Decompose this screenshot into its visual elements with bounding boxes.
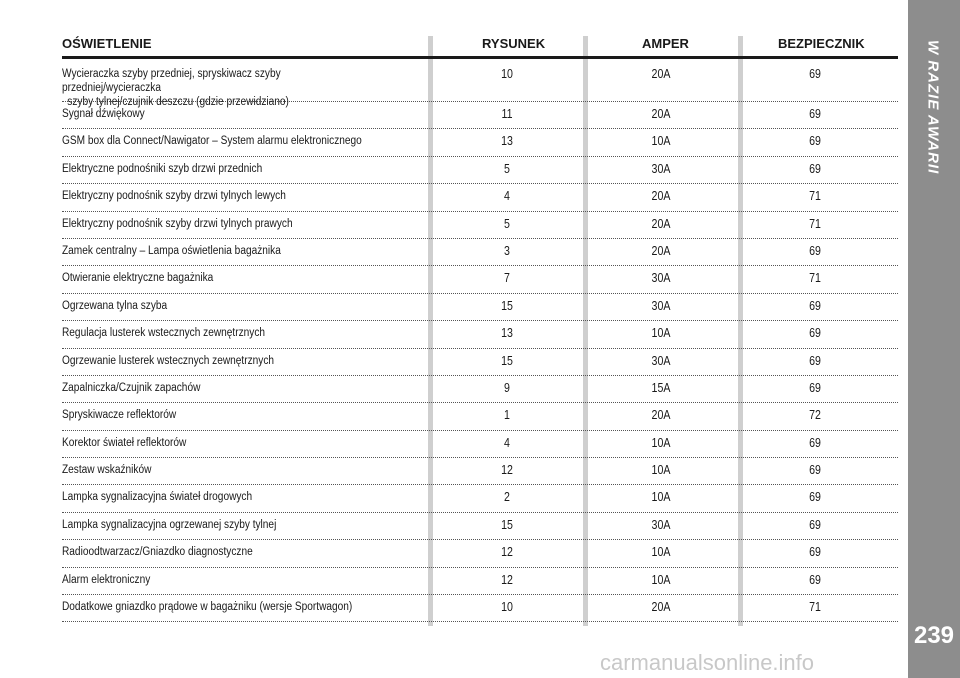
row-description (62, 463, 379, 477)
table-row (62, 568, 898, 595)
row-bezpiecznik: 69 (809, 463, 821, 478)
row-description-line: Zestaw wskaźników (62, 464, 152, 477)
row-description-line: Korektor świateł reflektorów (62, 436, 187, 449)
row-description-line: Alarm elektroniczny (62, 573, 151, 586)
row-description-line: szyby tylnej/czujnik deszczu (gdzie przewidziano) (67, 96, 289, 108)
row-description (62, 162, 379, 176)
table-header (62, 36, 898, 56)
table-row (62, 321, 898, 348)
row-description (62, 217, 379, 231)
row-description-line: Otwieranie elektryczne bagażnika (62, 272, 214, 285)
row-description (62, 408, 379, 422)
row-description-line: Regulacja lusterek wstecznych zewnętrznych (62, 327, 266, 340)
row-bezpiecznik: 69 (809, 243, 821, 258)
table-row (62, 62, 898, 108)
table-row (62, 431, 898, 458)
header-rysunek: RYSUNEK (482, 36, 546, 51)
row-rysunek: 3 (504, 243, 510, 258)
row-bezpiecznik: 69 (809, 353, 821, 368)
row-rysunek: 15 (501, 353, 513, 368)
row-description-line: Lampka sygnalizacyjna świateł drogowych (62, 491, 253, 504)
row-description-line: Wycieraczka szyby przedniej, spryskiwacz szyby przedniej/wycieraczka (62, 68, 281, 94)
row-description (62, 545, 379, 559)
row-amper: 20A (651, 189, 671, 204)
table-row (62, 513, 898, 540)
row-description (62, 244, 379, 258)
row-rysunek: 4 (504, 435, 510, 450)
row-rysunek: 15 (501, 298, 513, 313)
row-description-line: Lampka sygnalizacyjna ogrzewanej szyby tylnej (62, 518, 277, 531)
row-amper: 10A (651, 134, 671, 149)
row-bezpiecznik: 69 (809, 134, 821, 149)
table-row (62, 376, 898, 403)
row-amper: 30A (651, 298, 671, 313)
row-description-line: Elektryczny podnośnik szyby drzwi tylnych prawych (62, 217, 293, 230)
row-bezpiecznik: 69 (809, 545, 821, 560)
row-amper: 30A (651, 517, 671, 532)
row-amper: 20A (651, 600, 671, 615)
row-rysunek: 1 (504, 408, 510, 423)
row-description-line: Radioodtwarzacz/Gniazdko diagnostyczne (62, 546, 253, 559)
row-rysunek: 5 (504, 216, 510, 231)
row-description-line: Dodatkowe gniazdko prądowe w bagażniku (wersje Sportwagon) (62, 601, 353, 614)
row-amper: 30A (651, 271, 671, 286)
row-amper: 10A (651, 326, 671, 341)
row-rysunek: 10 (501, 600, 513, 615)
row-rysunek: 2 (504, 490, 510, 505)
table-row (62, 349, 898, 376)
row-rysunek: 7 (504, 271, 510, 286)
row-rysunek: 4 (504, 189, 510, 204)
row-bezpiecznik: 69 (809, 435, 821, 450)
row-description (62, 518, 379, 532)
row-description-line: Ogrzewanie lusterek wstecznych zewnętrznych (62, 354, 275, 367)
fuse-table (62, 62, 898, 622)
row-description (62, 354, 379, 368)
row-rysunek: 12 (501, 463, 513, 478)
row-bezpiecznik: 69 (809, 161, 821, 176)
row-bezpiecznik: 71 (809, 600, 821, 615)
row-description-line: Sygnał dźwiękowy (62, 108, 145, 120)
header-bezpiecznik: BEZPIECZNIK (778, 36, 865, 51)
table-row (62, 294, 898, 321)
table-row (62, 540, 898, 567)
row-description-line: Zamek centralny – Lampa oświetlenia bagażnika (62, 244, 281, 257)
row-bezpiecznik: 69 (809, 326, 821, 341)
row-bezpiecznik: 69 (809, 380, 821, 395)
row-amper: 20A (651, 216, 671, 231)
row-amper: 15A (651, 380, 671, 395)
header-amper: AMPER (642, 36, 689, 51)
row-description (62, 189, 379, 203)
table-row (62, 184, 898, 211)
row-rysunek: 9 (504, 380, 510, 395)
header-rule (62, 56, 898, 59)
table-row (62, 266, 898, 293)
row-bezpiecznik: 72 (809, 408, 821, 423)
row-description (62, 490, 379, 504)
table-row (62, 458, 898, 485)
row-amper: 10A (651, 572, 671, 587)
row-amper: 20A (651, 408, 671, 423)
row-description-line: Elektryczne podnośniki szyb drzwi przednich (62, 162, 263, 175)
row-rysunek: 13 (501, 326, 513, 341)
row-bezpiecznik: 69 (809, 517, 821, 532)
table-row (62, 239, 898, 266)
row-rysunek: 11 (501, 107, 513, 121)
header-oswietlenie: OŚWIETLENIE (62, 36, 152, 51)
table-row (62, 129, 898, 156)
row-description (62, 326, 379, 340)
row-description-line: Zapalniczka/Czujnik zapachów (62, 381, 201, 394)
row-rysunek: 10 (501, 67, 513, 81)
row-rysunek: 12 (501, 545, 513, 560)
row-amper: 20A (651, 67, 671, 81)
row-description-line: Spryskiwacze reflektorów (62, 409, 177, 422)
table-row (62, 595, 898, 622)
row-description (62, 107, 379, 121)
row-description-line: GSM box dla Connect/Nawigator – System alarmu elektronicznego (62, 135, 362, 148)
row-rysunek: 15 (501, 517, 513, 532)
row-bezpiecznik: 71 (809, 189, 821, 204)
row-description-line: Ogrzewana tylna szyba (62, 299, 168, 312)
row-description (62, 573, 379, 587)
row-rysunek: 5 (504, 161, 510, 176)
table-row (62, 157, 898, 184)
row-rysunek: 13 (501, 134, 513, 149)
table-row (62, 403, 898, 430)
row-bezpiecznik: 69 (809, 298, 821, 313)
table-row (62, 102, 898, 129)
table-row (62, 212, 898, 239)
row-amper: 10A (651, 490, 671, 505)
row-amper: 10A (651, 435, 671, 450)
row-amper: 30A (651, 161, 671, 176)
row-bezpiecznik: 71 (809, 271, 821, 286)
row-description (62, 436, 379, 450)
row-description (62, 271, 379, 285)
row-description (62, 134, 379, 148)
table-row (62, 485, 898, 512)
row-description (62, 600, 379, 614)
row-bezpiecznik: 69 (809, 572, 821, 587)
row-amper: 30A (651, 353, 671, 368)
page-number: 239 (913, 622, 955, 649)
row-bezpiecznik: 69 (809, 67, 821, 81)
row-amper: 20A (651, 107, 671, 121)
section-title: W RAZIE AWARII (924, 40, 942, 175)
row-description (62, 381, 379, 395)
row-bezpiecznik: 71 (809, 216, 821, 231)
row-amper: 10A (651, 463, 671, 478)
row-amper: 10A (651, 545, 671, 560)
watermark: carmanualsonline.info (600, 650, 815, 675)
row-bezpiecznik: 69 (809, 107, 821, 121)
row-description (62, 299, 379, 313)
row-rysunek: 12 (501, 572, 513, 587)
row-amper: 20A (651, 243, 671, 258)
row-bezpiecznik: 69 (809, 490, 821, 505)
row-description-line: Elektryczny podnośnik szyby drzwi tylnych lewych (62, 190, 286, 203)
